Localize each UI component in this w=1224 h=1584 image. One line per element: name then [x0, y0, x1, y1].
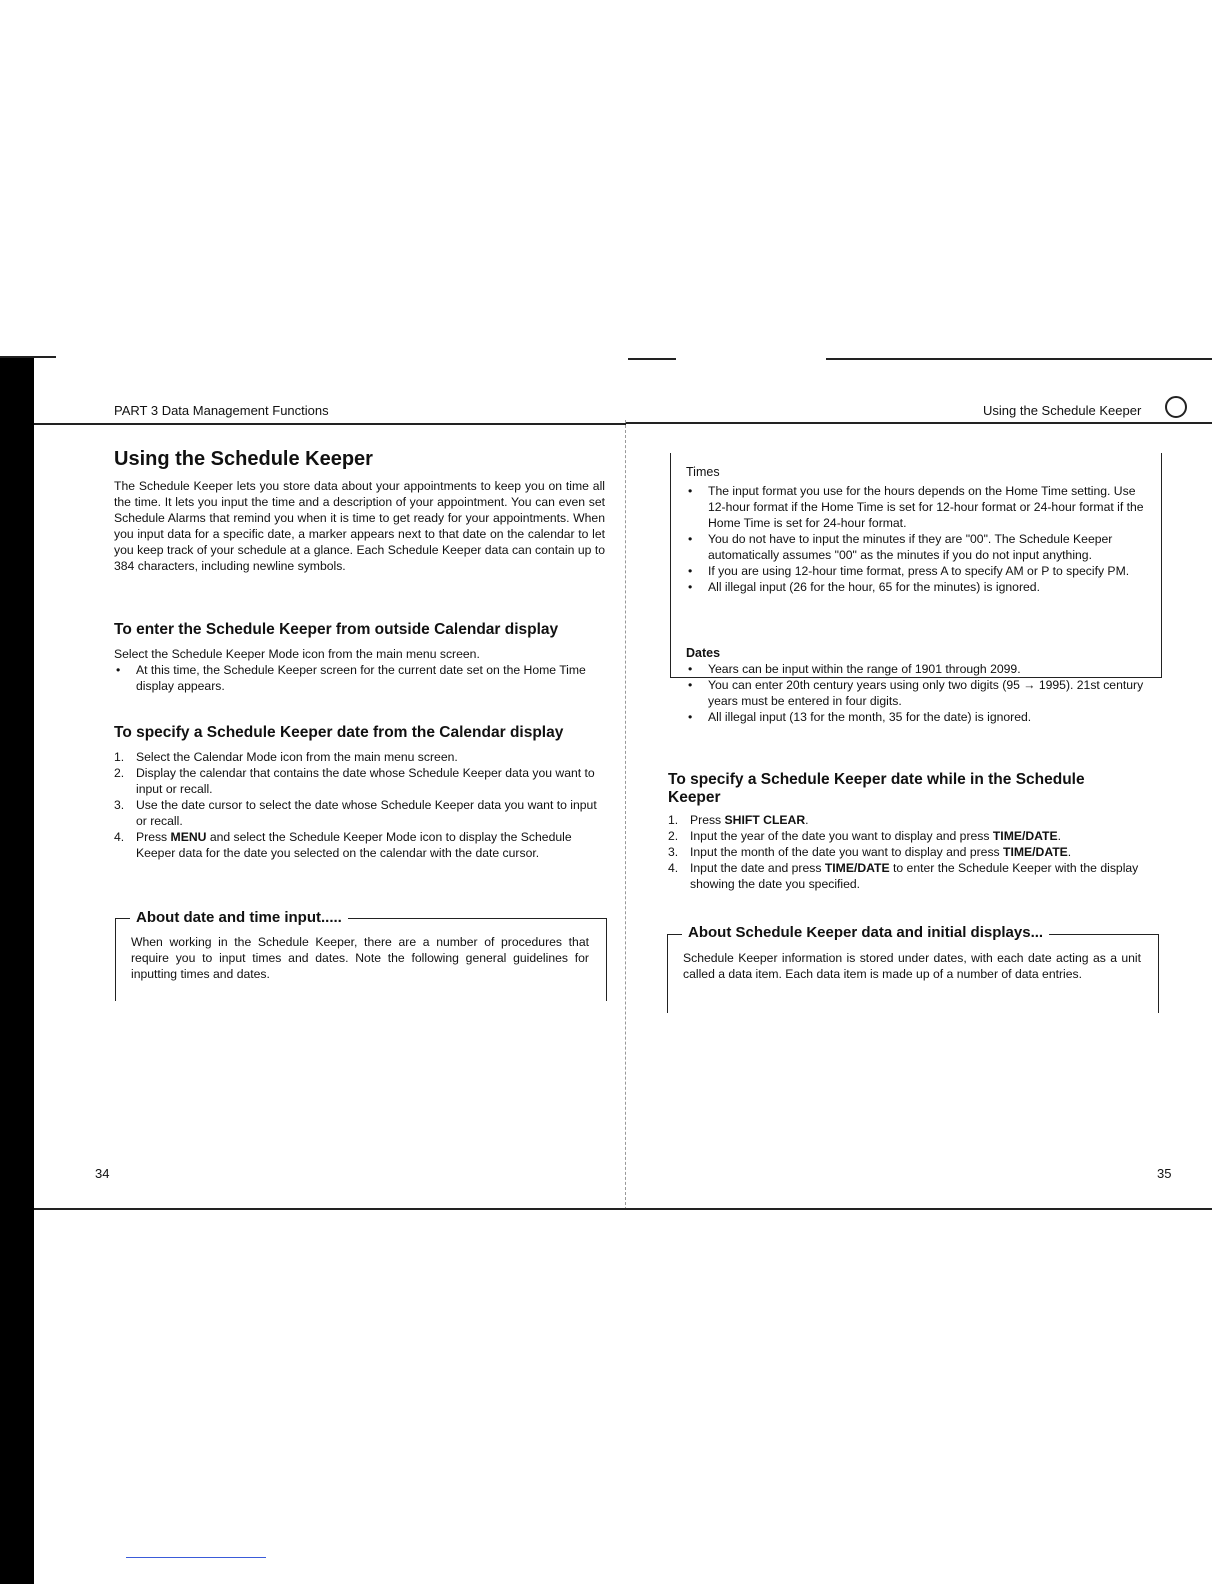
list-item: • All illegal input (26 for the hour, 65 for the minutes) is ignored.	[686, 579, 1146, 595]
section-text: Select the Schedule Keeper Mode icon from the main menu screen.	[114, 647, 480, 661]
bullet-list	[114, 662, 608, 694]
list-item: • All illegal input (13 for the month, 35 for the date) is ignored.	[686, 709, 1146, 725]
box-text: When working in the Schedule Keeper, there are a number of procedures that require you to input times and dates. Note the following general guidelines for inputting times and dates.	[131, 935, 589, 981]
list-item: 2. Display the calendar that contains the date whose Schedule Keeper data you want to input or recall.	[114, 766, 595, 796]
list-item: • Years can be input within the range of 1901 through 2099.	[686, 661, 1146, 677]
numbered-steps	[114, 749, 606, 861]
right-header: Using the Schedule Keeper	[983, 403, 1142, 418]
list-item: • You can enter 20th century years using only two digits (95 → 1995). 21st century years must be entered in four digits.	[686, 677, 1146, 709]
times-heading: Times	[686, 465, 720, 479]
list-item: 4. Input the date and press TIME/DATE to enter the Schedule Keeper with the display showing the date you specified.	[668, 861, 1139, 891]
times-section	[686, 464, 1146, 595]
bottom-rule	[34, 1208, 1212, 1210]
box-text: Schedule Keeper information is stored under dates, with each date acting as a unit called a data item. Each data item is made up of a number of data entries.	[683, 951, 1141, 981]
list-item: 4. Press MENU and select the Schedule Keeper Mode icon to display the Schedule Keeper data for the date you selected on the calendar with the date cursor.	[114, 830, 572, 860]
page-number: 35	[1157, 1166, 1172, 1181]
list-item: • If you are using 12-hour time format, press A to specify AM or P to specify PM.	[686, 563, 1146, 579]
list-item: • You do not have to input the minutes if they are "00". The Schedule Keeper automatically assumes "00" as the minutes if you do not input anything.	[686, 531, 1146, 563]
scan-line	[126, 1557, 266, 1558]
header-rule	[34, 423, 626, 425]
bullet-list	[686, 483, 1146, 595]
section-heading: To specify a Schedule Keeper date while in the Schedule Keeper	[668, 771, 1085, 806]
intro-paragraph: The Schedule Keeper lets you store data about your appointments to keep you on time all the time. It lets you input the time and a description of your appointment. You can even set Schedule Alarms that remind you when it is time to get ready for your appointments. When you input data for a specific date, a marker appears next to that date on the calendar to let you keep track of your schedule at a glance. Each Schedule Keeper data can contain up to 384 characters, including newline symbols.	[114, 479, 605, 573]
section-heading: To enter the Schedule Keeper from outside Calendar display	[114, 621, 559, 638]
dates-section	[686, 645, 1146, 725]
box-title: About Schedule Keeper data and initial displays...	[682, 924, 1049, 941]
list-item: 3. Input the month of the date you want to display and press TIME/DATE.	[668, 845, 1072, 859]
clock-icon	[1165, 396, 1187, 418]
list-item: 2. Input the year of the date you want to display and press TIME/DATE.	[668, 829, 1062, 843]
page-number: 34	[95, 1166, 110, 1181]
left-header: PART 3 Data Management Functions	[114, 403, 329, 418]
dates-heading: Dates	[686, 646, 721, 660]
header-rule	[626, 422, 1212, 424]
section-heading: To specify a Schedule Keeper date from the Calendar display	[114, 724, 564, 741]
list-item: 1. Press SHIFT CLEAR.	[668, 813, 809, 827]
bullet-list	[686, 661, 1146, 725]
list-item: 3. Use the date cursor to select the date whose Schedule Keeper data you want to input or recall.	[114, 798, 597, 828]
crop-mark	[0, 356, 56, 358]
page-divider	[625, 420, 627, 1210]
box-title: About date and time input.....	[130, 909, 348, 926]
crop-mark	[826, 358, 1212, 360]
list-item: • At this time, the Schedule Keeper screen for the current date set on the Home Time display appears.	[114, 662, 608, 694]
list-item: • The input format you use for the hours depends on the Home Time setting. Use 12-hour format if the Home Time is set for 12-hour format or 24-hour format if the Home Time is set for 24-hour format.	[686, 483, 1146, 531]
section-body	[114, 646, 608, 694]
page-title: Using the Schedule Keeper	[114, 448, 373, 470]
crop-mark	[628, 358, 676, 360]
list-item: 1. Select the Calendar Mode icon from the main menu screen.	[114, 750, 458, 764]
scan-edge-bar	[0, 358, 34, 1584]
numbered-steps	[668, 812, 1162, 892]
